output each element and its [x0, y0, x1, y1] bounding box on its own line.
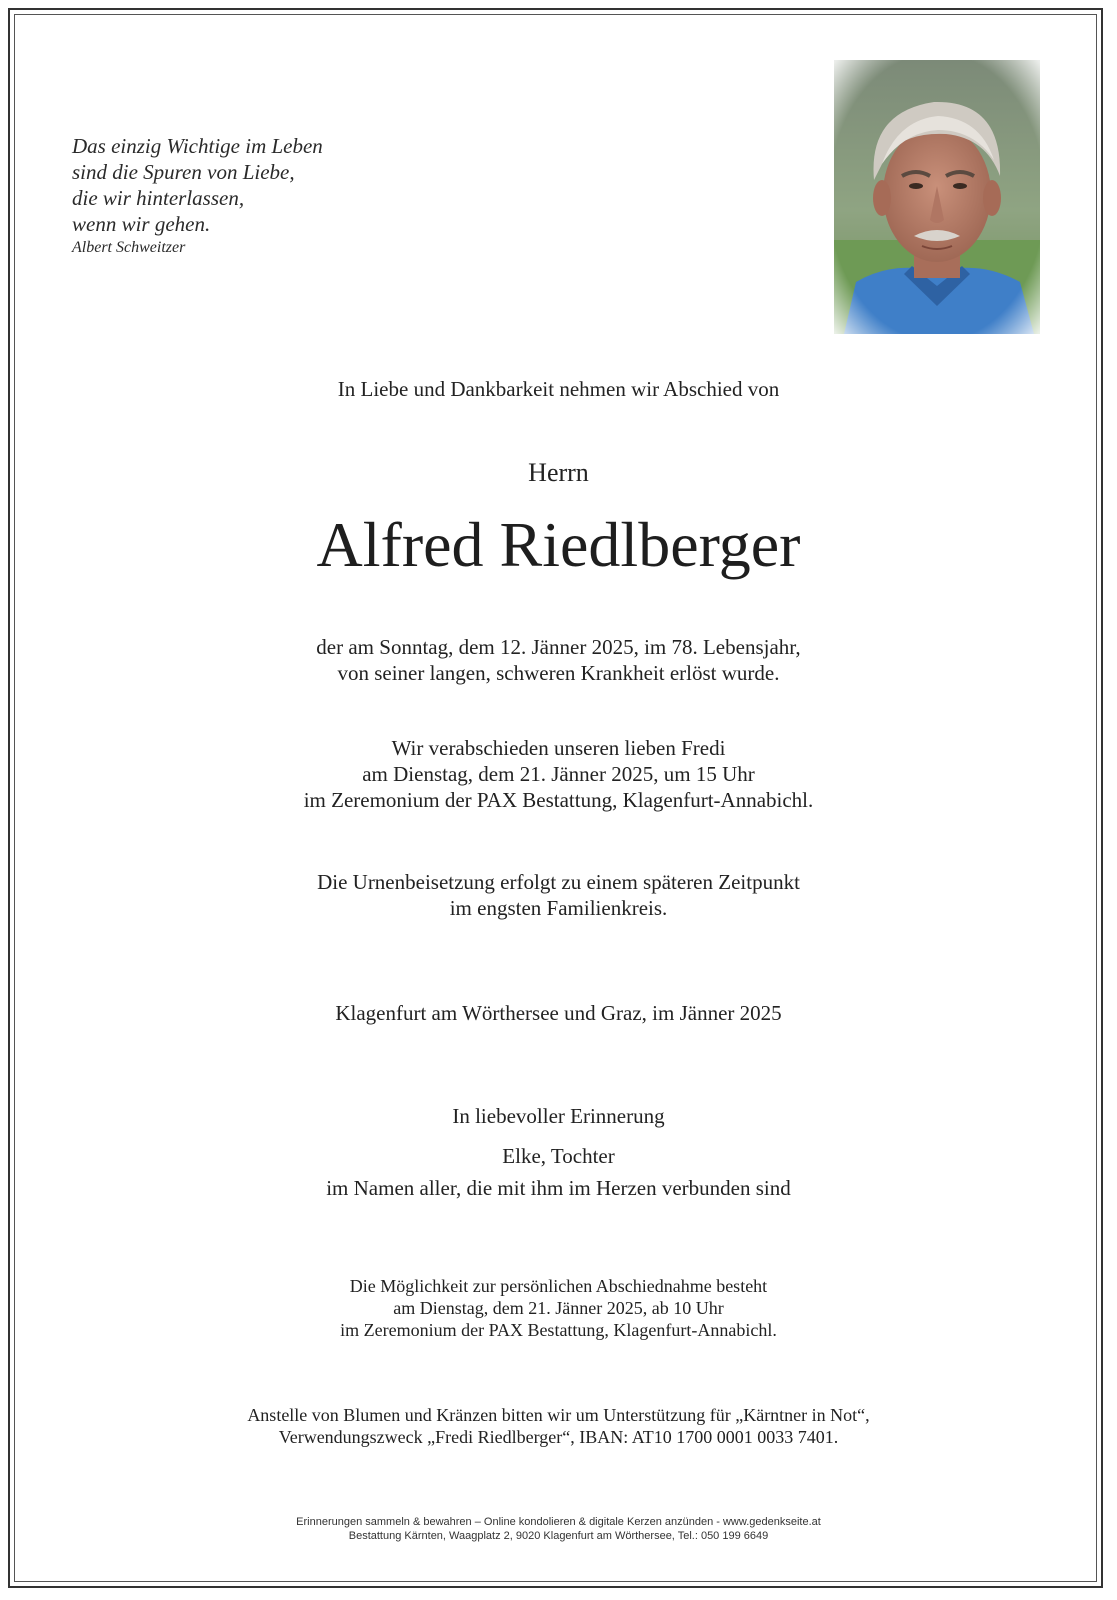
quote-line: sind die Spuren von Liebe,	[72, 160, 295, 184]
footer	[60, 1515, 1057, 1543]
quote	[72, 133, 323, 259]
viewing-line: am Dienstag, dem 21. Jänner 2025, ab 10 Uhr	[393, 1298, 724, 1318]
quote-line: wenn wir gehen.	[72, 212, 211, 236]
portrait-image	[834, 60, 1040, 334]
deceased-name: Alfred Riedlberger	[316, 509, 801, 580]
ceremony-line: Wir verabschieden unseren lieben Fredi	[391, 736, 726, 760]
ceremony-info	[60, 735, 1057, 813]
ceremony-line: am Dienstag, dem 21. Jänner 2025, um 15 Uhr	[362, 762, 755, 786]
donation-line: Verwendungszweck „Fredi Riedlberger“, IBAN: AT10 1700 0001 0033 7401.	[278, 1427, 839, 1447]
death-notice	[60, 634, 1057, 686]
quote-line: die wir hinterlassen,	[72, 186, 245, 210]
death-notice-line: der am Sonntag, dem 12. Jänner 2025, im 78. Lebensjahr,	[316, 635, 801, 659]
family-signature: Elke, Tochter	[502, 1144, 615, 1168]
family-all-signature: im Namen aller, die mit ihm im Herzen verbunden sind	[326, 1176, 791, 1200]
ceremony-line: im Zeremonium der PAX Bestattung, Klagenfurt-Annabichl.	[303, 788, 814, 812]
quote-line: Das einzig Wichtige im Leben	[72, 134, 323, 158]
death-notice-line: von seiner langen, schweren Krankheit erlöst wurde.	[337, 661, 780, 685]
urn-info	[60, 869, 1057, 921]
quote-author: Albert Schweitzer	[72, 239, 186, 256]
intro-text: In Liebe und Dankbarkeit nehmen wir Abschied von	[337, 377, 780, 401]
place-date: Klagenfurt am Wörthersee und Graz, im Jänner 2025	[335, 1001, 782, 1025]
viewing-line: im Zeremonium der PAX Bestattung, Klagenfurt-Annabichl.	[340, 1320, 777, 1340]
viewing-line: Die Möglichkeit zur persönlichen Abschiednahme besteht	[349, 1276, 768, 1296]
urn-line: Die Urnenbeisetzung erfolgt zu einem späteren Zeitpunkt	[317, 870, 800, 894]
footer-line: Erinnerungen sammeln & bewahren – Online kondolieren & digitale Kerzen anzünden - www.gedenkseite.at	[296, 1516, 821, 1528]
memory-heading: In liebevoller Erinnerung	[452, 1104, 665, 1128]
donation-line: Anstelle von Blumen und Kränzen bitten wir um Unterstützung für „Kärntner in Not“,	[247, 1405, 870, 1425]
salutation: Herrn	[528, 458, 589, 487]
donation-info	[60, 1404, 1057, 1448]
viewing-info	[60, 1275, 1057, 1341]
portrait-photo	[834, 60, 1040, 334]
footer-line: Bestattung Kärnten, Waagplatz 2, 9020 Klagenfurt am Wörthersee, Tel.: 050 199 6649	[348, 1530, 769, 1542]
urn-line: im engsten Familienkreis.	[449, 896, 668, 920]
